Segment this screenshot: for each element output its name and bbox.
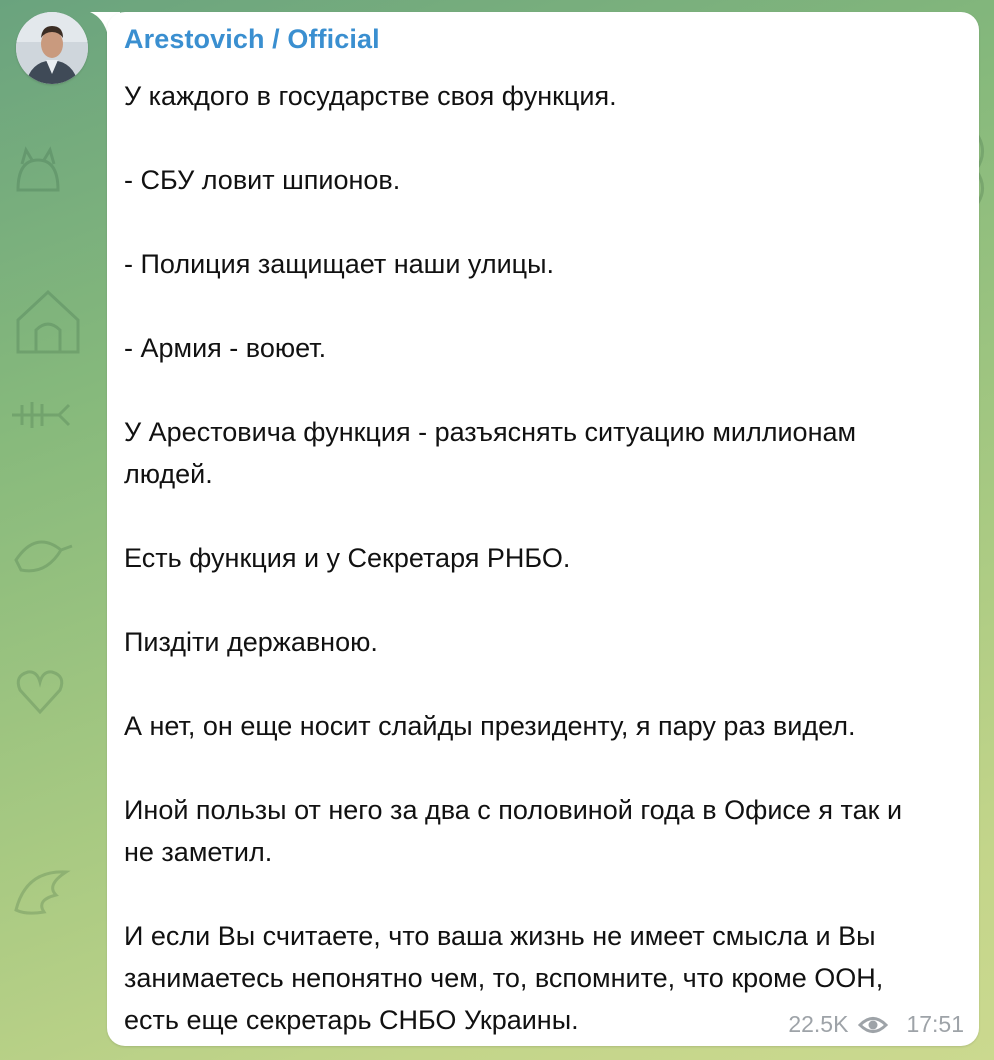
message-text (124, 75, 960, 1041)
message-line: не заметил. (124, 837, 273, 867)
message-line: Иной пользы от него за два с половиной года в Офисе я так и (124, 795, 903, 825)
wing-doodle-icon (6, 860, 76, 930)
message-paragraph (124, 159, 960, 201)
channel-name[interactable]: Arestovich / Official (124, 24, 380, 54)
message-line: Пиздіти державною. (124, 627, 378, 657)
message-line: есть еще секретарь СНБО Украины. (124, 1005, 579, 1035)
message-paragraph (124, 411, 960, 495)
message-line: Есть функция и у Секретаря РНБО. (124, 543, 571, 573)
channel-avatar[interactable] (16, 12, 88, 84)
fish-bone-doodle-icon (4, 380, 74, 450)
message-paragraph (124, 537, 960, 579)
bird-doodle-icon (6, 520, 76, 590)
message-line: людей. (124, 459, 213, 489)
eye-icon (858, 1014, 888, 1036)
message-line: - СБУ ловит шпионов. (124, 165, 401, 195)
message-line: - Полиция защищает наши улицы. (124, 249, 555, 279)
heart-doodle-icon (10, 660, 70, 720)
message-line: У Арестовича функция - разъяснять ситуацию миллионам (124, 417, 857, 447)
cat-doodle-icon (8, 140, 68, 200)
view-count: 22.5K (788, 1011, 849, 1037)
message-line: - Армия - воюет. (124, 333, 327, 363)
message-meta (788, 1011, 964, 1038)
message-line: У каждого в государстве своя функция. (124, 81, 617, 111)
message-line: А нет, он еще носит слайды президенту, я пару раз видел. (124, 711, 856, 741)
message-paragraph (124, 75, 960, 117)
message-line: занимаетесь непонятно чем, то, вспомните, что кроме ООН, (124, 963, 884, 993)
doghouse-doodle-icon (8, 280, 88, 360)
avatar-portrait-icon (16, 12, 88, 84)
message-time: 17:51 (906, 1011, 964, 1037)
message-paragraph (124, 705, 960, 747)
message-line: И если Вы считаете, что ваша жизнь не имеет смысла и Вы (124, 921, 876, 951)
message-paragraph (124, 243, 960, 285)
message-paragraph (124, 327, 960, 369)
message-paragraph (124, 789, 960, 873)
message-paragraph (124, 621, 960, 663)
